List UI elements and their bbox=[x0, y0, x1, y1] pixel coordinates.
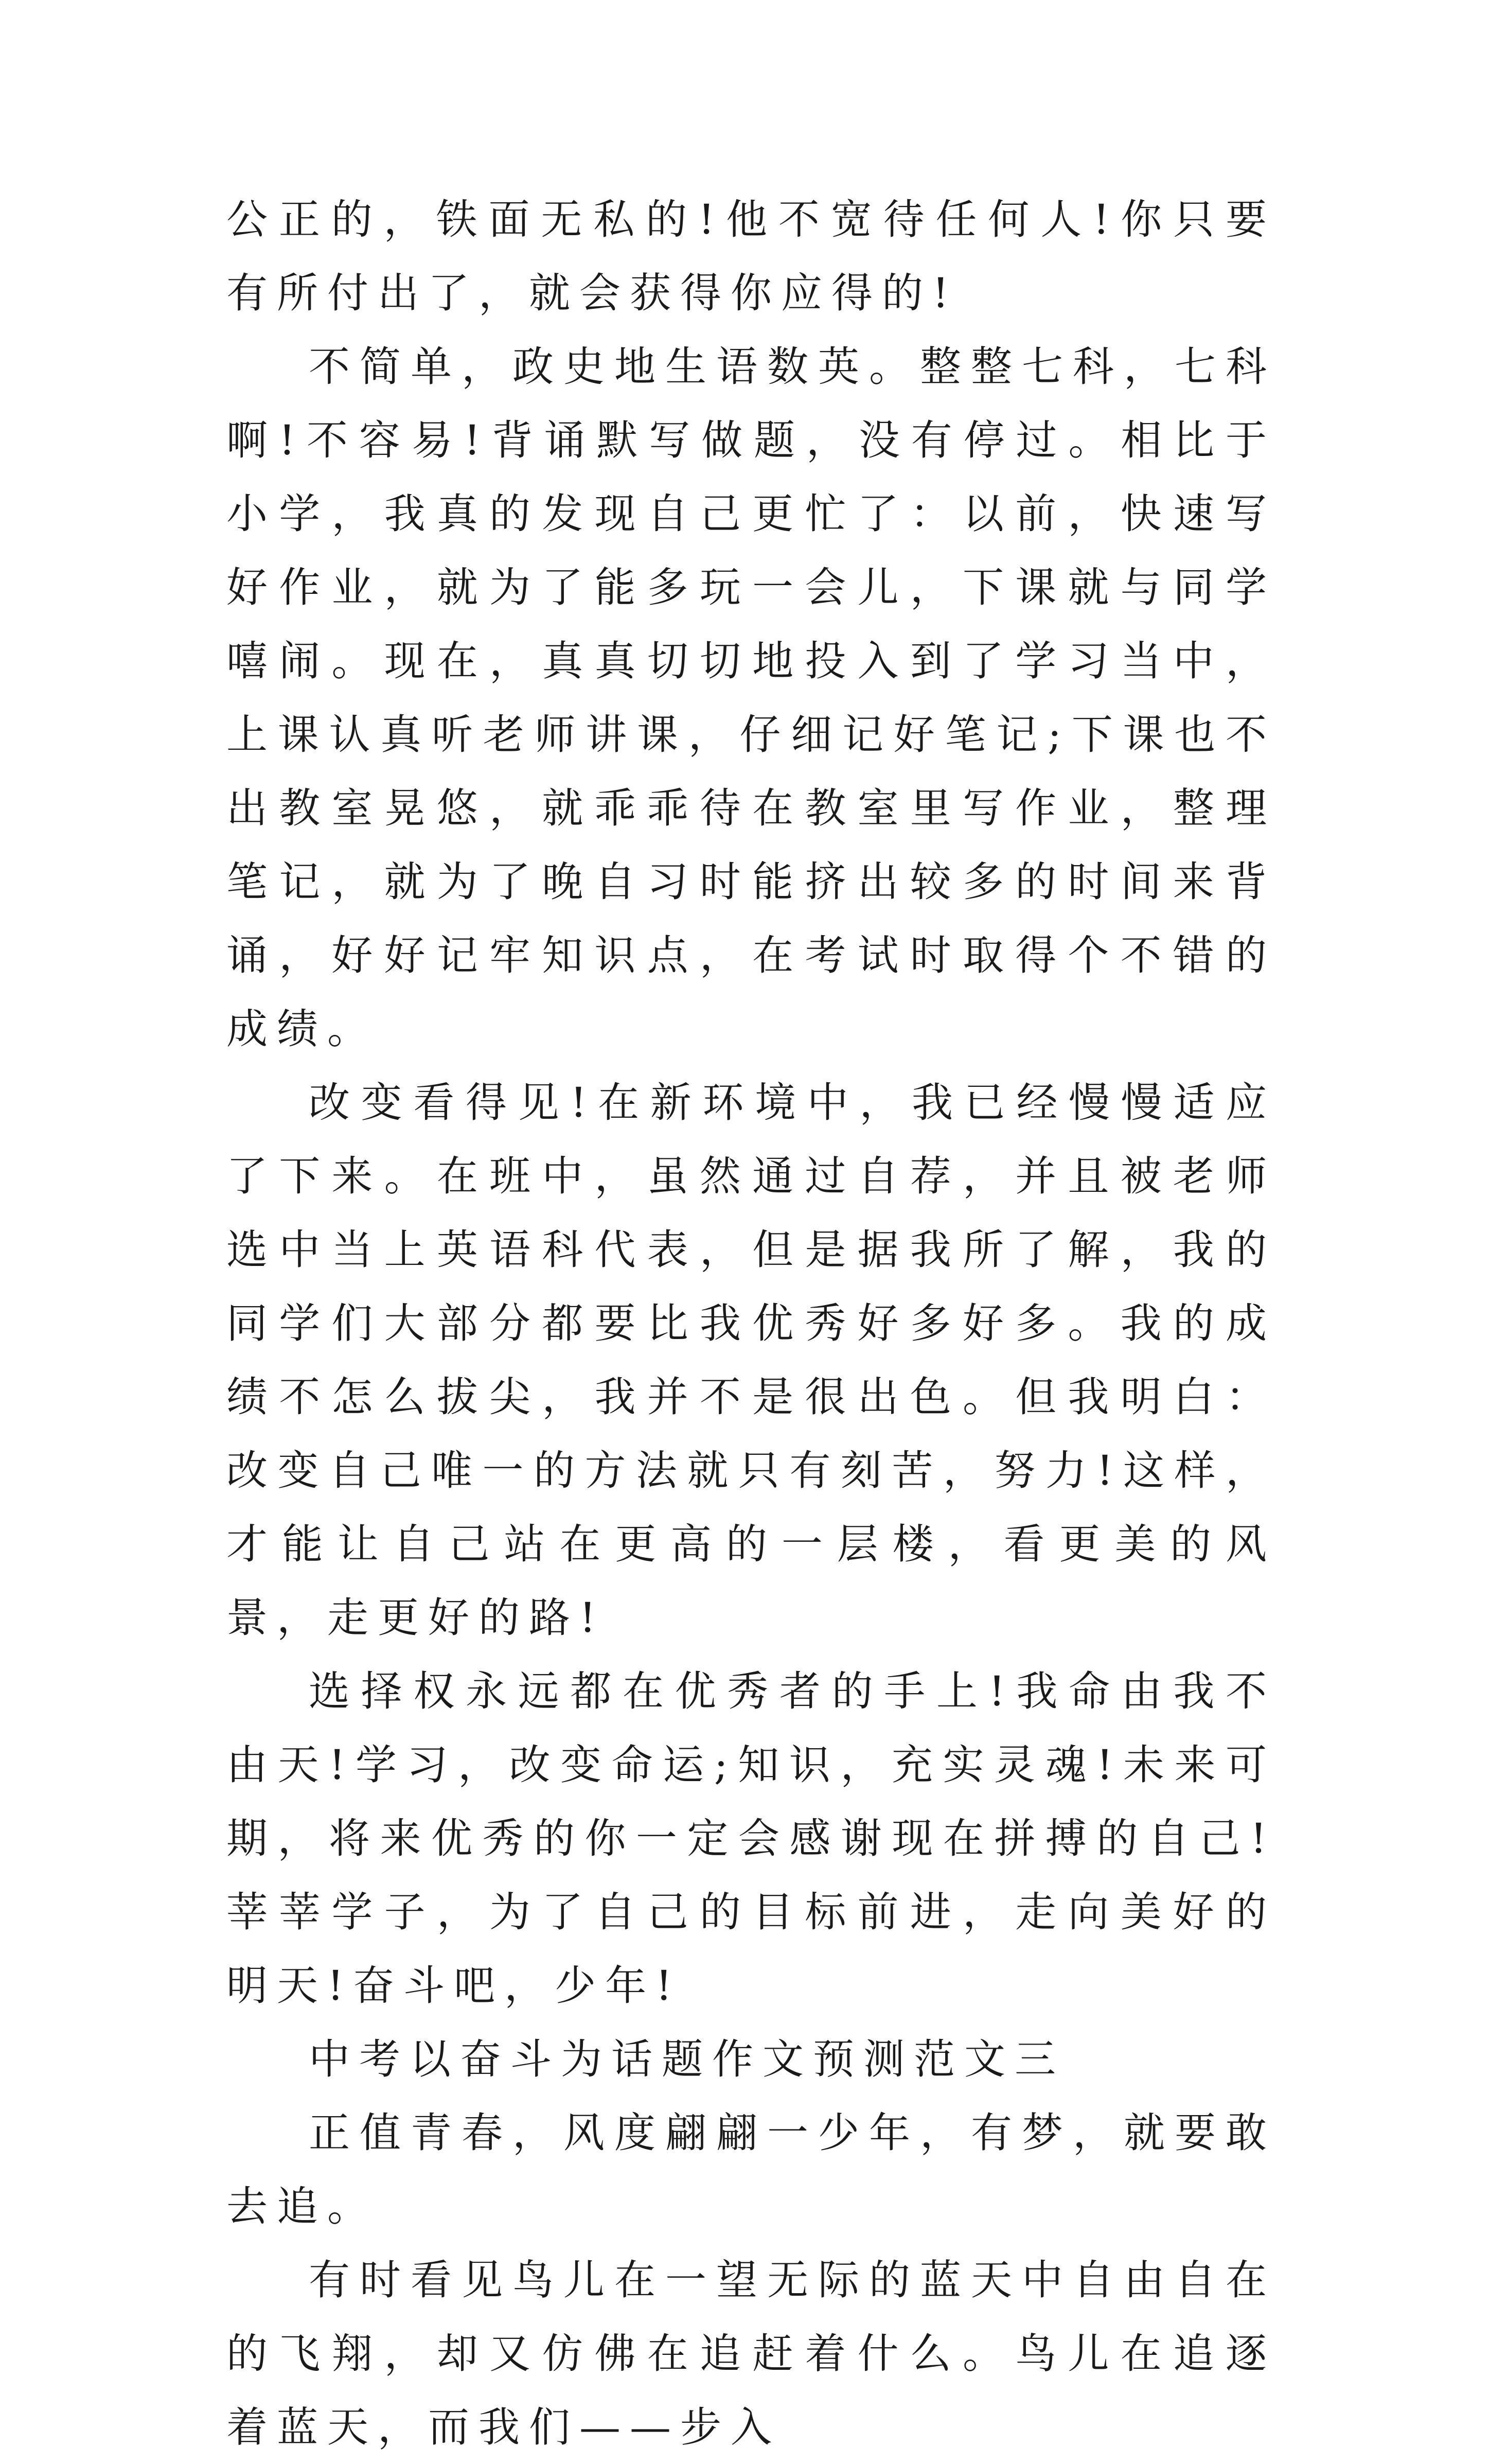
paragraph-choice-excellence: 选择权永远都在优秀者的手上!我命由我不由天!学习，改变命运;知识，充实灵魂!未来可期，将来优秀的你一定会感谢现在拼搏的自己!莘莘学子，为了自己的目标前进，走向美好的明天!奋斗吧，少年! bbox=[226, 1667, 1276, 2010]
essay-heading: 中考以奋斗为话题作文预测范文三 bbox=[309, 2035, 1065, 2083]
paragraph-youth-dream: 正值青春，风度翩翩一少年，有梦，就要敢去追。 bbox=[226, 2109, 1276, 2230]
paragraph-continuation: 公正的，铁面无私的!他不宽待任何人!你只要有所付出了，就会获得你应得的! bbox=[226, 196, 1276, 317]
document-body bbox=[226, 183, 1276, 2464]
paragraph-change-visible: 改变看得见!在新环境中，我已经慢慢适应了下来。在班中，虽然通过自荐，并且被老师选中当上英语科代表，但是据我所了解，我的同学们大部分都要比我优秀好多好多。我的成绩不怎么拔尖，我并不是很出色。但我明白：改变自己唯一的方法就只有刻苦，努力!这样，才能让自己站在更高的一层楼，看更美的风景，走更好的路! bbox=[226, 1079, 1276, 1642]
paragraph-seven-subjects: 不简单，政史地生语数英。整整七科，七科啊!不容易!背诵默写做题，没有停过。相比于小学，我真的发现自己更忙了：以前，快速写好作业，就为了能多玩一会儿，下课就与同学嘻闹。现在，真真切切地投入到了学习当中，上课认真听老师讲课，仔细记好笔记;下课也不出教室晃悠，就乖乖待在教室里写作业，整理笔记，就为了晚自习时能挤出较多的时间来背诵，好好记牢知识点，在考试时取得个不错的成绩。 bbox=[226, 343, 1276, 1053]
paragraph-birds-sky: 有时看见鸟儿在一望无际的蓝天中自由自在的飞翔，却又仿佛在追赶着什么。鸟儿在追逐着蓝天，而我们——步入 bbox=[226, 2256, 1276, 2451]
